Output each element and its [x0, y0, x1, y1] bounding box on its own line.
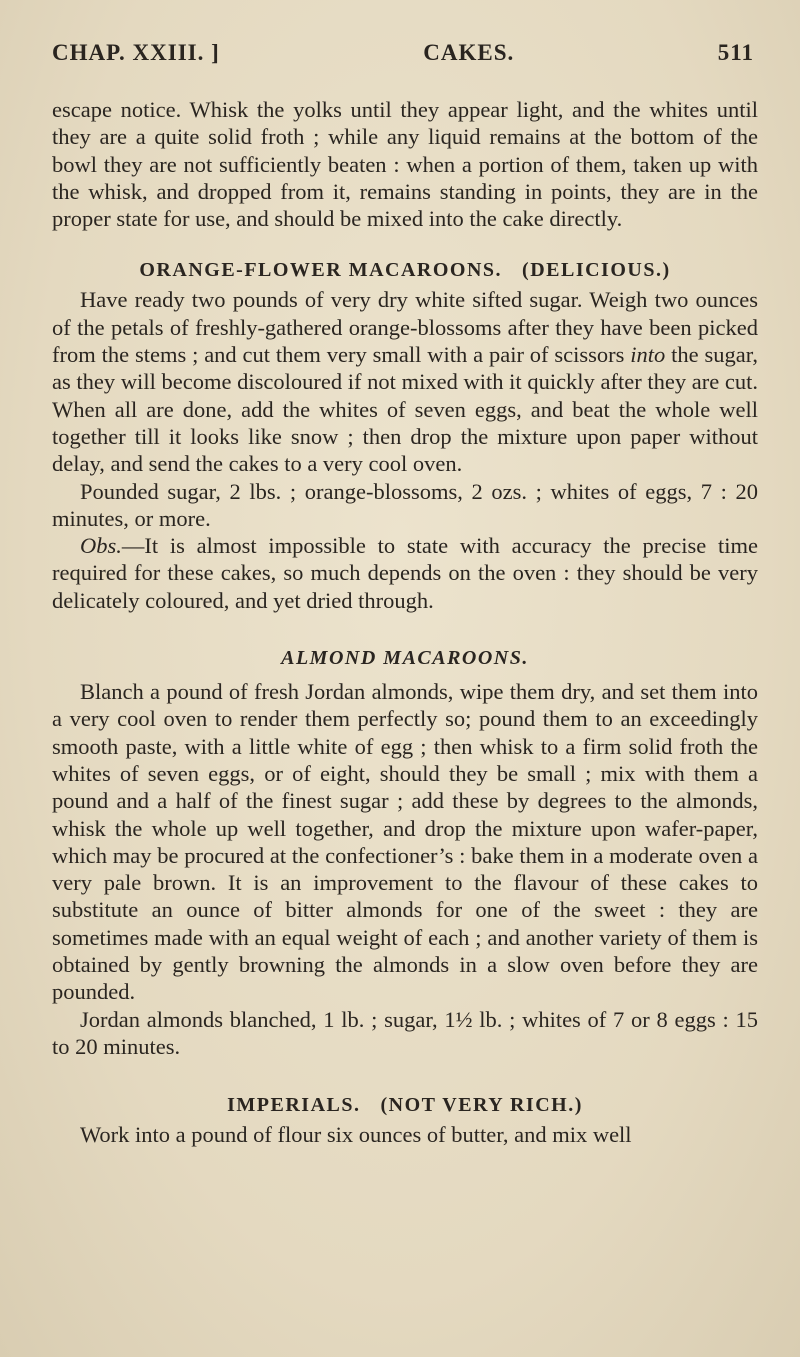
paragraph-imperials-method: Work into a pound of flour six ounces of butter, and mix well	[80, 1122, 632, 1148]
paragraph-almond-quantities: Jordan almonds blanched, 1 lb. ; sugar, 1½ lb. ; whites of 7 or 8 eggs : 15 to 20 minutes.	[52, 1006, 758, 1059]
page-title: CAKES.	[423, 40, 515, 65]
section-heading-imperials	[52, 1094, 758, 1117]
paragraph-orange-method	[52, 286, 758, 477]
running-head	[52, 40, 758, 66]
paragraph-orange-quantities: Pounded sugar, 2 lbs. ; orange-blossoms, 2 ozs. ; whites of eggs, 7 : 20 minutes, or more.	[52, 478, 758, 531]
heading-subtitle: (DELICIOUS.)	[522, 259, 671, 282]
heading-title: IMPERIALS.	[227, 1094, 361, 1117]
paragraph-almond-method: Blanch a pound of fresh Jordan almonds, wipe them dry, and set them into a very cool oven to render them perfectly so; pound them to an exceedingly smooth paste, with a little white of egg ; then whisk to a firm solid froth the whites of seven eggs, or of eight, should they be small ; mix with them a pound and a half of the finest sugar ; add these by degrees to the almonds, whisk the whole up well together, and drop the mixture upon wafer-paper, which may be procured at the confectioner’s : bake them in a moderate oven a very pale brown. It is an improvement to the flavour of these cakes to substitute an ounce of bitter almonds for one of the sweet : they are sometimes made with an equal weight of each ; and another variety of them is obtained by gently browning the almonds in a slow oven before they are pounded.	[52, 679, 758, 1005]
heading-title: ORANGE-FLOWER MACAROONS.	[139, 259, 503, 282]
paragraph-orange-observation	[52, 532, 758, 614]
text-run: the sugar, as they will become discoloured if not mixed with it quickly after they are cut. When all are done, add the whites of seven eggs, and beat the whole well together till it looks like snow ; then drop the mixture upon paper without delay, and send the cakes to a very cool oven.	[52, 342, 758, 477]
paragraph-continuation: escape notice. Whisk the yolks until they appear light, and the whites until they are a quite solid froth ; while any liquid remains at the bottom of the bowl they are not sufficiently beaten : when a portion of them, taken up with the whisk, and dropped from it, remains standing in points, they are in the proper state for use, and should be mixed into the cake directly.	[52, 97, 758, 232]
text-run: Have ready two pounds of very dry white sifted sugar. Weigh two ounces of the petals of freshly-gathered orange-blossoms after they have been picked from the stems ; and cut them very small with a pair of scissors	[52, 287, 758, 368]
section-heading-orange-flower-macaroons	[52, 259, 758, 282]
chapter-label: CHAP. XXIII. ]	[52, 40, 220, 65]
heading-subtitle: (NOT VERY RICH.)	[380, 1094, 583, 1117]
obs-text: —It is almost impossible to state with accuracy the precise time required for these cakes, so much depends on the oven : they should be very delicately coloured, and yet dried through.	[52, 533, 758, 613]
section-heading-almond-macaroons: ALMOND MACAROONS.	[281, 647, 529, 670]
page-number: 511	[717, 40, 754, 65]
obs-label: Obs.	[80, 533, 122, 559]
italic-text: into	[630, 342, 666, 368]
